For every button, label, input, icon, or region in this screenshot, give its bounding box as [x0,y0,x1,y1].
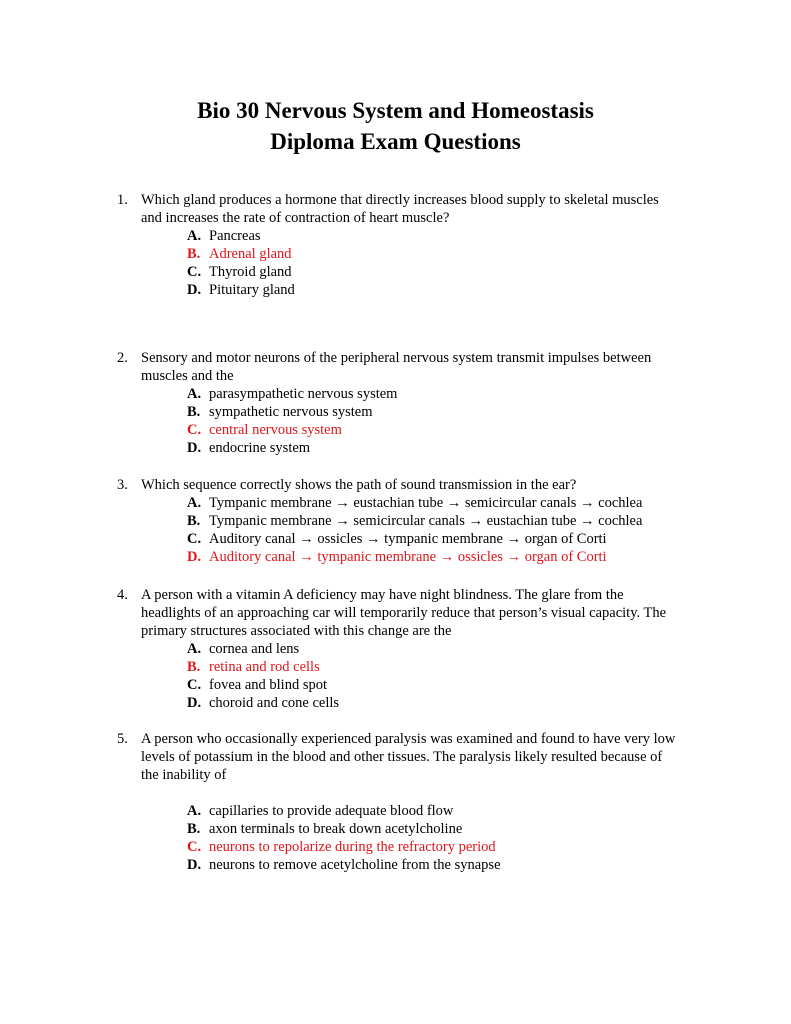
answer-options [187,640,339,712]
option-letter: D. [187,440,202,456]
option-text: Pancreas [209,228,261,244]
option-text: fovea and blind spot [209,677,327,693]
option-letter: D. [187,857,202,873]
page-title: Bio 30 Nervous System and Homeostasis [197,98,594,123]
option-d [187,548,642,566]
option-letter: A. [187,495,202,511]
option-text: neurons to remove acetylcholine from the synapse [209,857,501,873]
option-text: Pituitary gland [209,282,295,298]
option-letter: C. [187,531,202,547]
option-letter: C. [187,839,202,855]
option-c [187,530,642,548]
option-text: cornea and lens [209,641,300,657]
option-text: Auditory canal → tympanic membrane → ossicles → organ of Corti [209,549,607,565]
option-b [187,403,397,421]
option-d [187,694,339,712]
option-text: capillaries to provide adequate blood flow [209,803,454,819]
question-text: Sensory and motor neurons of the peripheral nervous system transmit impulses between muscles and the [141,350,652,384]
option-text: Adrenal gland [209,246,292,262]
answer-options [187,494,642,566]
option-text: Tympanic membrane → semicircular canals → eustachian tube → cochlea [209,513,643,529]
question-text: Which gland produces a hormone that directly increases blood supply to skeletal muscles and increases the rate of contraction of heart muscle? [141,192,659,226]
page-subtitle: Diploma Exam Questions [270,129,521,154]
option-letter: D. [187,549,202,565]
question-text: Which sequence correctly shows the path of sound transmission in the ear? [141,477,577,493]
option-text: Tympanic membrane → eustachian tube → semicircular canals → cochlea [209,495,643,511]
option-c [187,838,501,856]
option-text: axon terminals to break down acetylcholine [209,821,463,837]
option-a [187,640,339,658]
option-letter: C. [187,677,202,693]
option-text: choroid and cone cells [209,695,340,711]
option-text: parasympathetic nervous system [209,386,398,402]
option-text: retina and rod cells [209,659,320,675]
option-b [187,658,339,676]
question-number: 5. [117,731,128,747]
answer-options [187,227,295,299]
option-text: Auditory canal → ossicles → tympanic membrane → organ of Corti [209,531,607,547]
option-c [187,263,295,281]
option-b [187,245,295,263]
option-letter: A. [187,228,202,244]
question-number: 3. [117,477,128,493]
option-letter: A. [187,386,202,402]
option-letter: B. [187,821,201,837]
option-d [187,281,295,299]
option-letter: B. [187,404,201,420]
option-text: central nervous system [209,422,342,438]
question-text: A person with a vitamin A deficiency may have night blindness. The glare from the headlights of an approaching car will temporarily reduce that person’s visual capacity. The primary structures associated with this change are the [141,587,667,639]
option-b [187,820,501,838]
option-d [187,856,501,874]
option-a [187,227,295,245]
question-number: 4. [117,587,128,603]
option-b [187,512,642,530]
option-a [187,385,397,403]
option-a [187,494,642,512]
option-letter: B. [187,246,201,262]
option-letter: A. [187,641,202,657]
option-d [187,439,397,457]
option-a [187,802,501,820]
option-c [187,676,339,694]
question-number: 2. [117,350,128,366]
option-letter: B. [187,659,201,675]
option-letter: D. [187,695,202,711]
option-c [187,421,397,439]
question-number: 1. [117,192,128,208]
option-letter: A. [187,803,202,819]
option-text: Thyroid gland [209,264,292,280]
option-letter: C. [187,422,202,438]
option-letter: C. [187,264,202,280]
option-text: neurons to repolarize during the refractory period [209,839,496,855]
option-text: endocrine system [209,440,311,456]
answer-options [187,802,501,874]
option-letter: B. [187,513,201,529]
answer-options [187,385,397,457]
option-letter: D. [187,282,202,298]
question-text: A person who occasionally experienced paralysis was examined and found to have very low levels of potassium in the blood and other tissues. The paralysis likely resulted because of the inability of [141,731,676,783]
option-text: sympathetic nervous system [209,404,373,420]
